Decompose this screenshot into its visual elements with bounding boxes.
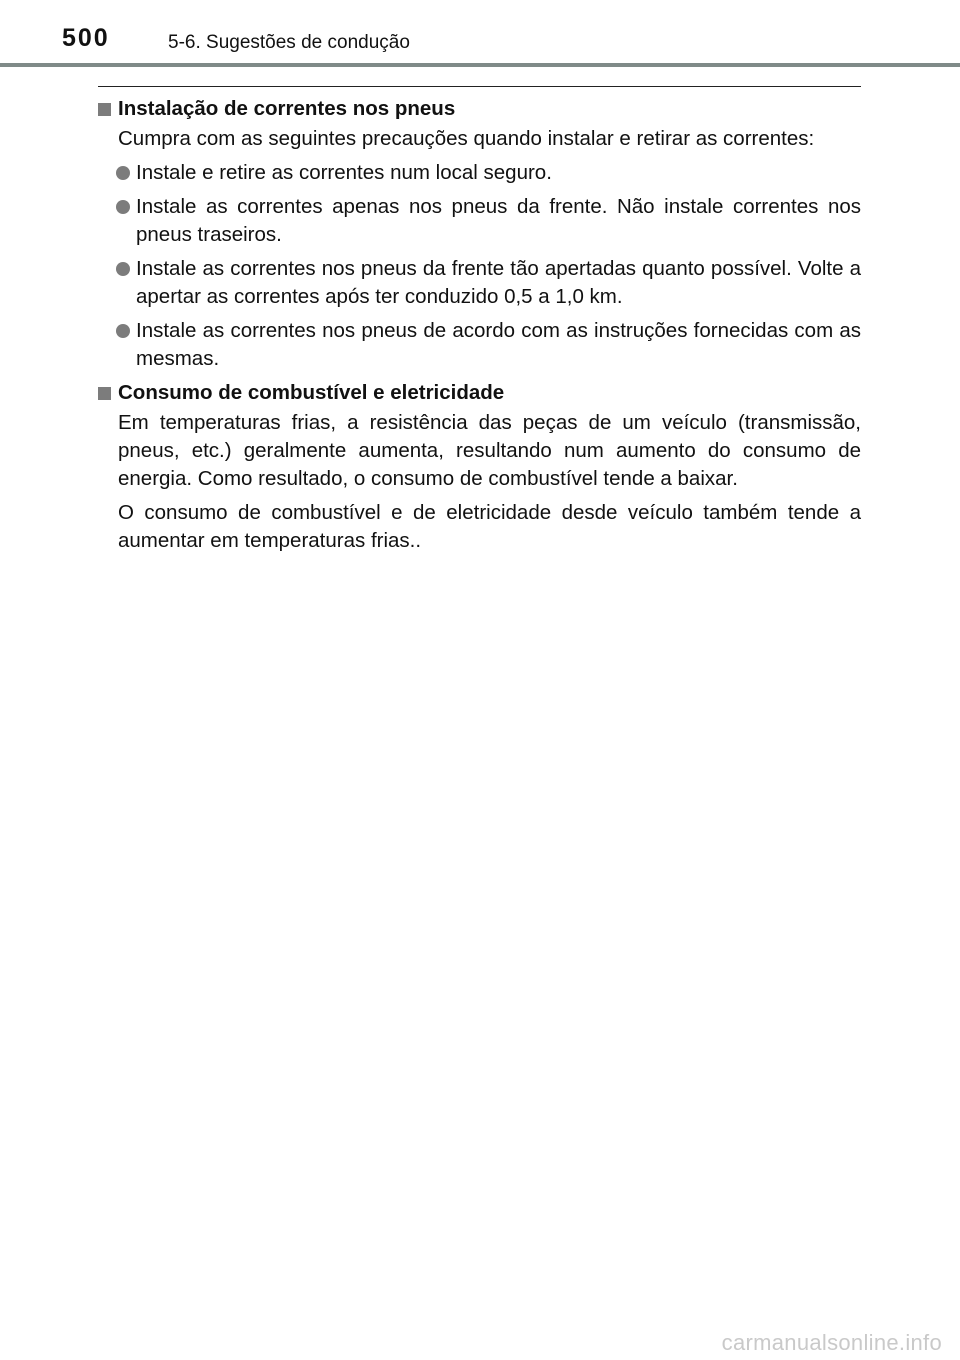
circle-bullet-icon bbox=[116, 324, 130, 338]
section-divider bbox=[98, 86, 861, 87]
list-item-text: Instale as correntes apenas nos pneus da frente. Não instale correntes nos pneus traseiros. bbox=[136, 195, 861, 246]
circle-bullet-icon bbox=[116, 200, 130, 214]
page-header bbox=[0, 0, 960, 62]
circle-bullet-icon bbox=[116, 262, 130, 276]
header-rule bbox=[0, 63, 960, 67]
list-item-text: Instale as correntes nos pneus de acordo com as instruções fornecidas com as mesmas. bbox=[136, 319, 861, 370]
page-number: 500 bbox=[62, 24, 110, 52]
section-heading-consumption bbox=[98, 379, 861, 407]
list-item bbox=[98, 159, 861, 187]
list-item-text: Instale e retire as correntes num local seguro. bbox=[136, 161, 552, 184]
body-paragraph: Em temperaturas frias, a resistência das peças de um veículo (transmissão, pneus, etc.) geralmente aumenta, resultando num aumento do consumo de energia. Como resultado, o consumo de combustível tende a baixar. bbox=[118, 411, 861, 490]
list-item bbox=[98, 193, 861, 249]
intro-paragraph: Cumpra com as seguintes precauções quando instalar e retirar as correntes: bbox=[118, 127, 815, 150]
square-bullet-icon bbox=[98, 387, 111, 400]
square-bullet-icon bbox=[98, 103, 111, 116]
circle-bullet-icon bbox=[116, 166, 130, 180]
list-item bbox=[98, 317, 861, 373]
body-paragraph: O consumo de combustível e de eletricidade desde veículo também tende a aumentar em temperaturas frias.. bbox=[118, 501, 861, 552]
heading-text: Consumo de combustível e eletricidade bbox=[118, 381, 505, 404]
list-item bbox=[98, 255, 861, 311]
section-heading-chains bbox=[98, 95, 861, 123]
page-content bbox=[98, 95, 861, 561]
watermark-text: carmanualsonline.info bbox=[721, 1330, 942, 1355]
list-item-text: Instale as correntes nos pneus da frente tão apertadas quanto possível. Volte a apertar as correntes após ter conduzido 0,5 a 1,0 km. bbox=[136, 257, 861, 308]
heading-text: Instalação de correntes nos pneus bbox=[118, 97, 456, 120]
section-reference: 5-6. Sugestões de condução bbox=[168, 32, 410, 53]
